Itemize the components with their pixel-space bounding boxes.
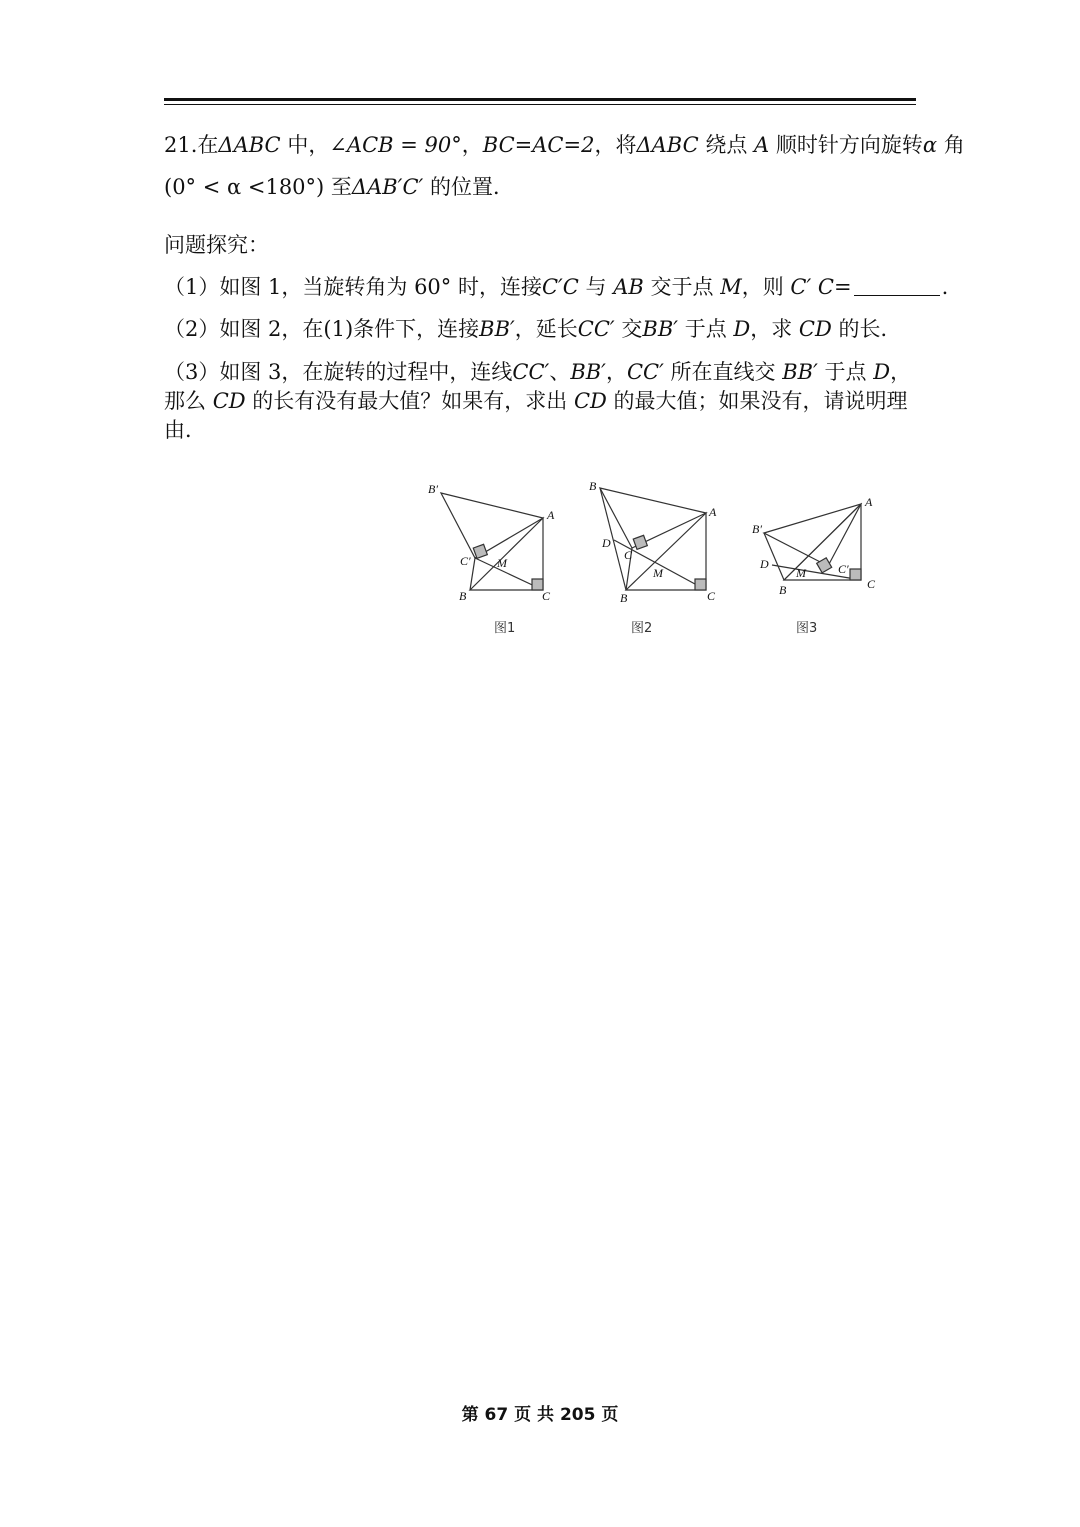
fig3-label-a: A: [865, 495, 873, 509]
fig3-caption: 图3: [796, 621, 818, 636]
fig3-label-b: B: [779, 583, 787, 597]
fig2-label-cp: C: [624, 548, 633, 562]
fig3-right-angle-mark-2: [850, 569, 861, 580]
fig1-caption: 图1: [494, 621, 516, 636]
fig1-label-c: C: [542, 589, 551, 603]
fig3-rotated-triangle: [764, 504, 861, 566]
problem-line-2: (0° < α <180°) 至ΔAB′C′ 的位置．: [164, 175, 514, 199]
question-3-end: 由．: [164, 418, 206, 442]
fig2-triangle: [626, 513, 706, 590]
fig2-label-m: M: [653, 566, 663, 580]
fig1-label-m: M: [497, 556, 507, 570]
question-3-cont: 那么 CD 的长有没有最大值？如果有，求出 CD 的最大值；如果没有，请说明理: [164, 389, 908, 413]
figure-1: [441, 493, 543, 590]
fig2-caption: 图2: [631, 621, 653, 636]
fig2-right-angle-mark-2: [695, 579, 706, 590]
fig1-right-angle-mark-1: [473, 544, 487, 558]
figures: [0, 0, 1080, 700]
figure-3-labels: [752, 495, 876, 636]
fig3-label-cp: C′: [838, 562, 849, 576]
fig3-label-bp: B′: [752, 522, 762, 536]
fig1-label-b: B: [459, 589, 467, 603]
fig1-rotated-triangle: [441, 493, 543, 558]
fig2-label-a: A: [709, 505, 717, 519]
fig3-right-angle-mark-1: [817, 558, 832, 573]
fig3-label-c: C: [867, 577, 876, 591]
question-1: （1）如图 1，当旋转角为 60° 时，连接C′C 与 AB 交于点 M，则 C′ C= .: [164, 275, 949, 299]
fig2-rotated-triangle: [600, 488, 706, 548]
fig3-label-m: M: [796, 566, 806, 580]
section-heading: 问题探究：: [164, 233, 269, 257]
problem-line-1: 21.在ΔABC 中，∠ACB = 90°，BC=AC=2，将ΔABC 绕点 A 顺时针方向旋转α 角: [164, 133, 965, 157]
fig1-label-a: A: [547, 508, 555, 522]
fig2-right-angle-mark-1: [633, 535, 647, 549]
fig1-label-cp: C′: [460, 554, 471, 568]
fig1-label-bp: B′: [428, 482, 438, 496]
question-3: （3）如图 3，在旋转的过程中，连线CC′、BB′，CC′ 所在直线交 BB′ 于点 D，: [164, 360, 912, 384]
fig2-label-b: B: [620, 591, 628, 605]
fig2-label-bp: B: [589, 479, 597, 493]
question-2: （2）如图 2，在(1)条件下，连接BB′，延长CC′ 交BB′ 于点 D，求 CD 的长．: [164, 317, 902, 341]
fig3-label-d: D: [760, 557, 769, 571]
page-footer: 第 67 页 共 205 页: [461, 1405, 619, 1425]
fig2-label-d: D: [602, 536, 611, 550]
fig2-label-c: C: [707, 589, 716, 603]
